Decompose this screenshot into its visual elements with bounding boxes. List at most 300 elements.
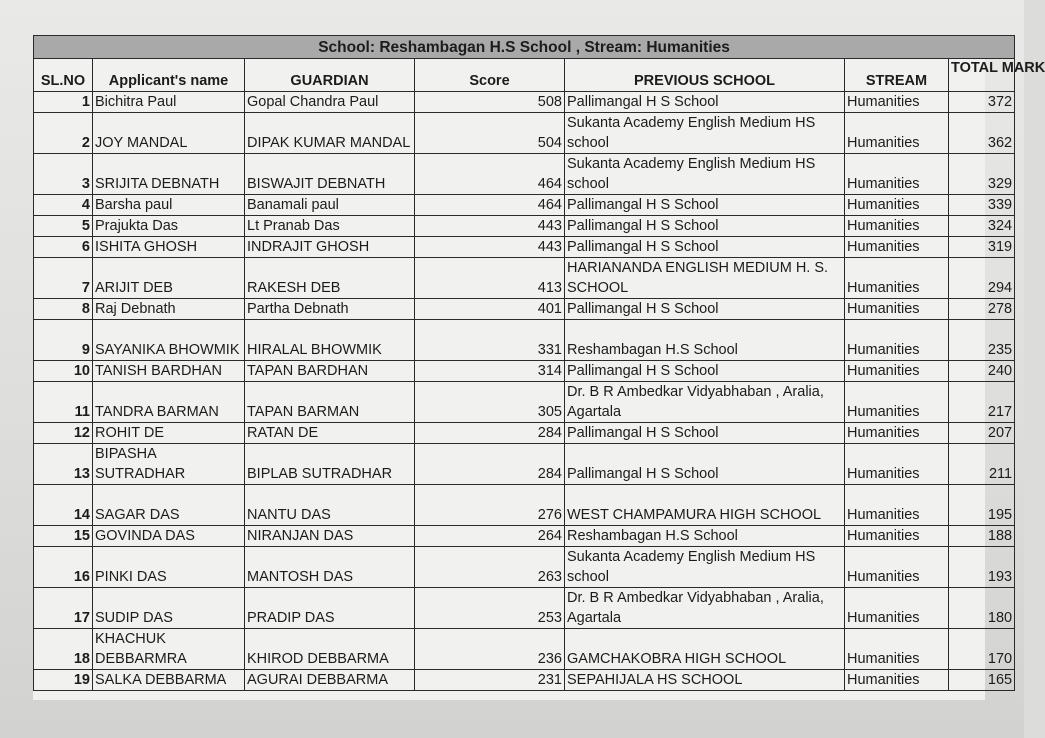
cell-guardian [245,629,415,670]
score-value: 464 [537,176,562,192]
cell-slno [34,361,93,382]
total-value: 170 [987,651,1013,667]
cell-stream [845,588,949,629]
cell-score [415,237,565,258]
score-value: 464 [537,197,562,213]
cell-previous-school [565,361,845,382]
slno-value: 10 [73,363,90,379]
cell-guardian [245,237,415,258]
score-value: 401 [537,301,562,317]
score-value: 413 [537,280,562,296]
applicant-name: Bichitra Paul [95,94,177,110]
previous-school-line2: Agartala [567,610,622,626]
cell-guardian [245,299,415,320]
cell-score [415,216,565,237]
table-row [34,382,1015,423]
applicant-name: SALKA DEBBARMA [95,672,227,688]
stream-value: Humanities [847,528,920,544]
cell-slno [34,382,93,423]
previous-school: Pallimangal H S School [567,94,719,110]
applicant-name: JOY MANDAL [95,135,188,151]
cell-stream [845,320,949,361]
cell-applicant-name [93,113,245,154]
guardian-name: RATAN DE [247,425,319,441]
cell-slno [34,320,93,361]
cell-slno [34,526,93,547]
slno-value: 8 [81,301,90,317]
cell-applicant-name [93,361,245,382]
previous-school-line1: Dr. B R Ambedkar Vidyabhaban , Aralia, [567,590,824,606]
cell-previous-school [565,670,845,691]
cell-score [415,92,565,113]
cell-stream [845,382,949,423]
previous-school: Pallimangal H S School [567,197,719,213]
previous-school: SEPAHIJALA HS SCHOOL [567,672,743,688]
applicant-name: GOVINDA DAS [95,528,195,544]
cell-slno [34,423,93,444]
table-row [34,258,1015,299]
applicant-name: DEBBARMRA [95,651,187,667]
score-value: 284 [537,425,562,441]
previous-school: Pallimangal H S School [567,218,719,234]
cell-total [949,485,1015,526]
total-value: 362 [987,135,1013,151]
cell-total [949,237,1015,258]
guardian-name: NANTU DAS [247,507,331,523]
previous-school: Pallimangal H S School [567,239,719,255]
previous-school-line1: Dr. B R Ambedkar Vidyabhaban , Aralia, [567,384,824,400]
cell-slno [34,237,93,258]
cell-score [415,485,565,526]
cell-score [415,361,565,382]
previous-school-line1: Sukanta Academy English Medium HS [567,115,816,131]
cell-stream [845,258,949,299]
previous-school: Pallimangal H S School [567,425,719,441]
total-value: 324 [987,218,1013,234]
cell-guardian [245,113,415,154]
table-row [34,361,1015,382]
cell-score [415,526,565,547]
cell-slno [34,547,93,588]
cell-applicant-name [93,92,245,113]
stream-value: Humanities [847,466,920,482]
cell-total [949,629,1015,670]
table-row [34,629,1015,670]
cell-slno [34,588,93,629]
cell-total [949,92,1015,113]
cell-score [415,444,565,485]
total-value: 211 [988,466,1013,482]
cell-stream [845,423,949,444]
total-value: 165 [987,672,1013,688]
cell-applicant-name [93,320,245,361]
slno-value: 7 [81,280,90,296]
previous-school-line2: Agartala [567,404,622,420]
total-value: 180 [987,610,1013,626]
guardian-name: PRADIP DAS [247,610,335,626]
cell-previous-school [565,113,845,154]
stream-value: Humanities [847,507,920,523]
score-value: 284 [537,466,562,482]
cell-stream [845,154,949,195]
cell-slno [34,113,93,154]
cell-total [949,320,1015,361]
header-score: Score [415,59,565,92]
cell-total [949,113,1015,154]
score-value: 236 [537,651,562,667]
cell-applicant-name [93,670,245,691]
cell-guardian [245,670,415,691]
cell-score [415,320,565,361]
slno-value: 13 [73,466,90,482]
slno-value: 6 [81,239,90,255]
cell-previous-school [565,92,845,113]
applicant-name: Raj Debnath [95,301,176,317]
cell-score [415,588,565,629]
total-value: 329 [987,176,1013,192]
cell-score [415,547,565,588]
cell-guardian [245,382,415,423]
cell-guardian [245,526,415,547]
cell-applicant-name [93,423,245,444]
cell-stream [845,92,949,113]
guardian-name: RAKESH DEB [247,280,341,296]
cell-guardian [245,588,415,629]
previous-school: Pallimangal H S School [567,301,719,317]
cell-applicant-name [93,299,245,320]
cell-previous-school [565,485,845,526]
previous-school-line1: Sukanta Academy English Medium HS [567,156,816,172]
stream-value: Humanities [847,569,920,585]
guardian-name: NIRANJAN DAS [247,528,354,544]
guardian-name: INDRAJIT GHOSH [247,239,370,255]
slno-value: 9 [81,342,90,358]
table-row [34,526,1015,547]
cell-total [949,361,1015,382]
cell-total [949,216,1015,237]
cell-stream [845,299,949,320]
applicant-name: ROHIT DE [95,425,165,441]
cell-slno [34,629,93,670]
table-row [34,444,1015,485]
cell-score [415,113,565,154]
applicant-name: SRIJITA DEBNATH [95,176,220,192]
guardian-name: KHIROD DEBBARMA [247,651,389,667]
cell-stream [845,526,949,547]
cell-total [949,382,1015,423]
cell-applicant-name [93,444,245,485]
stream-value: Humanities [847,610,920,626]
previous-school-line1: Sukanta Academy English Medium HS [567,549,816,565]
previous-school: Reshambagan H.S School [567,342,738,358]
cell-slno [34,92,93,113]
stream-value: Humanities [847,239,920,255]
header-guardian: GUARDIAN [245,59,415,92]
score-value: 504 [537,135,562,151]
table-row [34,320,1015,361]
merit-list-table [33,35,1045,691]
applicant-name: SAGAR DAS [95,507,180,523]
slno-value: 16 [73,569,90,585]
slno-value: 17 [73,610,90,626]
guardian-name: DIPAK KUMAR MANDAL [247,135,411,151]
cell-slno [34,195,93,216]
cell-total [949,154,1015,195]
total-value: 193 [987,569,1013,585]
guardian-name: TAPAN BARDHAN [247,363,369,379]
cell-stream [845,485,949,526]
cell-previous-school [565,526,845,547]
cell-slno [34,485,93,526]
cell-score [415,670,565,691]
guardian-name: Banamali paul [247,197,339,213]
table-row [34,423,1015,444]
previous-school: Pallimangal H S School [567,466,719,482]
applicant-name: PINKI DAS [95,569,167,585]
cell-previous-school [565,258,845,299]
cell-total [949,588,1015,629]
table-row [34,670,1015,691]
table-row [34,113,1015,154]
total-value: 319 [987,239,1013,255]
cell-applicant-name [93,547,245,588]
cell-stream [845,670,949,691]
applicant-name-line1: BIPASHA [95,446,157,462]
slno-value: 15 [73,528,90,544]
cell-score [415,258,565,299]
guardian-name: TAPAN BARMAN [247,404,360,420]
previous-school-line2: school [567,569,609,585]
slno-value: 4 [81,197,90,213]
cell-guardian [245,195,415,216]
cell-slno [34,216,93,237]
cell-previous-school [565,629,845,670]
cell-previous-school [565,216,845,237]
score-value: 263 [537,569,562,585]
cell-previous-school [565,320,845,361]
applicant-name: TANISH BARDHAN [95,363,223,379]
guardian-name: AGURAI DEBBARMA [247,672,388,688]
cell-total [949,547,1015,588]
applicant-name: Prajukta Das [95,218,179,234]
cell-slno [34,299,93,320]
slno-value: 1 [81,94,90,110]
applicant-name: SUTRADHAR [95,466,186,482]
cell-applicant-name [93,154,245,195]
slno-value: 12 [73,425,90,441]
table-row [34,216,1015,237]
stream-value: Humanities [847,301,920,317]
cell-total [949,526,1015,547]
table-row [34,92,1015,113]
table-row [34,485,1015,526]
total-value: 240 [987,363,1013,379]
total-value: 372 [987,94,1013,110]
guardian-name: Gopal Chandra Paul [247,94,379,110]
applicant-name: TANDRA BARMAN [95,404,219,420]
previous-school: Reshambagan H.S School [567,528,738,544]
slno-value: 5 [81,218,90,234]
applicant-name: SAYANIKA BHOWMIK [95,342,240,358]
cell-score [415,382,565,423]
cell-applicant-name [93,195,245,216]
stream-value: Humanities [847,135,920,151]
header-name: Applicant's name [93,59,245,92]
stream-value: Humanities [847,176,920,192]
header-stream: STREAM [845,59,949,92]
cell-previous-school [565,195,845,216]
total-value: 235 [987,342,1013,358]
total-value: 195 [987,507,1013,523]
stream-value: Humanities [847,651,920,667]
table-row [34,237,1015,258]
cell-score [415,299,565,320]
cell-previous-school [565,444,845,485]
cell-previous-school [565,382,845,423]
total-value: 278 [987,301,1013,317]
stream-value: Humanities [847,197,920,213]
total-value: 188 [987,528,1013,544]
cell-previous-school [565,154,845,195]
score-value: 314 [537,363,562,379]
applicant-name: ISHITA GHOSH [95,239,198,255]
cell-stream [845,216,949,237]
score-value: 443 [537,218,562,234]
slno-value: 19 [73,672,90,688]
header-previous-school: PREVIOUS SCHOOL [565,59,845,92]
cell-guardian [245,423,415,444]
score-value: 253 [537,610,562,626]
previous-school: Pallimangal H S School [567,363,719,379]
total-value: 294 [987,280,1013,296]
previous-school-line2: school [567,135,609,151]
slno-value: 3 [81,176,90,192]
applicant-name: Barsha paul [95,197,173,213]
cell-stream [845,113,949,154]
cell-total [949,195,1015,216]
score-value: 331 [537,342,562,358]
cell-guardian [245,485,415,526]
stream-value: Humanities [847,280,920,296]
cell-stream [845,629,949,670]
stream-value: Humanities [847,342,920,358]
cell-previous-school [565,423,845,444]
guardian-name: BISWAJIT DEBNATH [247,176,386,192]
cell-total [949,444,1015,485]
stream-value: Humanities [847,94,920,110]
slno-value: 14 [73,507,90,523]
cell-guardian [245,320,415,361]
cell-stream [845,547,949,588]
cell-applicant-name [93,526,245,547]
cell-stream [845,195,949,216]
slno-value: 2 [81,135,90,151]
previous-school-line2: school [567,176,609,192]
stream-value: Humanities [847,363,920,379]
score-value: 443 [537,239,562,255]
table-title: School: Reshambagan H.S School , Stream: Humanities [34,36,1015,59]
header-slno: SL.NO [34,59,93,92]
score-value: 231 [537,672,562,688]
cell-guardian [245,216,415,237]
cell-applicant-name [93,237,245,258]
cell-total [949,258,1015,299]
table-row [34,547,1015,588]
total-value: 217 [987,404,1013,420]
stream-value: Humanities [847,404,920,420]
guardian-name: Lt Pranab Das [247,218,340,234]
cell-previous-school [565,547,845,588]
guardian-name: HIRALAL BHOWMIK [247,342,382,358]
cell-applicant-name [93,216,245,237]
cell-previous-school [565,299,845,320]
cell-total [949,670,1015,691]
cell-applicant-name [93,485,245,526]
table-row [34,299,1015,320]
cell-score [415,154,565,195]
slno-value: 11 [74,404,90,420]
cell-applicant-name [93,258,245,299]
cell-previous-school [565,237,845,258]
cell-slno [34,258,93,299]
total-value: 339 [987,197,1013,213]
header-total: TOTAL MARK [949,59,1015,92]
cell-score [415,195,565,216]
cell-score [415,629,565,670]
score-value: 305 [537,404,562,420]
table-row [34,154,1015,195]
stream-value: Humanities [847,218,920,234]
slno-value: 18 [73,651,90,667]
guardian-name: Partha Debnath [247,301,349,317]
cell-previous-school [565,588,845,629]
cell-stream [845,237,949,258]
total-value: 207 [987,425,1013,441]
applicant-name-line1: KHACHUK [95,631,166,647]
previous-school-line1: HARIANANDA ENGLISH MEDIUM H. S. [567,260,829,276]
applicant-name: ARIJIT DEB [95,280,173,296]
cell-guardian [245,444,415,485]
cell-stream [845,444,949,485]
cell-slno [34,154,93,195]
cell-guardian [245,258,415,299]
score-value: 508 [537,94,562,110]
previous-school: GAMCHAKOBRA HIGH SCHOOL [567,651,787,667]
cell-applicant-name [93,588,245,629]
cell-score [415,423,565,444]
table-row [34,588,1015,629]
score-value: 264 [537,528,562,544]
cell-guardian [245,361,415,382]
stream-value: Humanities [847,672,920,688]
stream-value: Humanities [847,425,920,441]
applicant-name: SUDIP DAS [95,610,173,626]
previous-school: WEST CHAMPAMURA HIGH SCHOOL [567,507,822,523]
cell-applicant-name [93,382,245,423]
cell-applicant-name [93,629,245,670]
previous-school-line2: SCHOOL [567,280,629,296]
guardian-name: BIPLAB SUTRADHAR [247,466,393,482]
cell-guardian [245,547,415,588]
guardian-name: MANTOSH DAS [247,569,354,585]
cell-total [949,423,1015,444]
table-row [34,195,1015,216]
cell-slno [34,670,93,691]
cell-total [949,299,1015,320]
cell-guardian [245,92,415,113]
score-value: 276 [537,507,562,523]
cell-stream [845,361,949,382]
